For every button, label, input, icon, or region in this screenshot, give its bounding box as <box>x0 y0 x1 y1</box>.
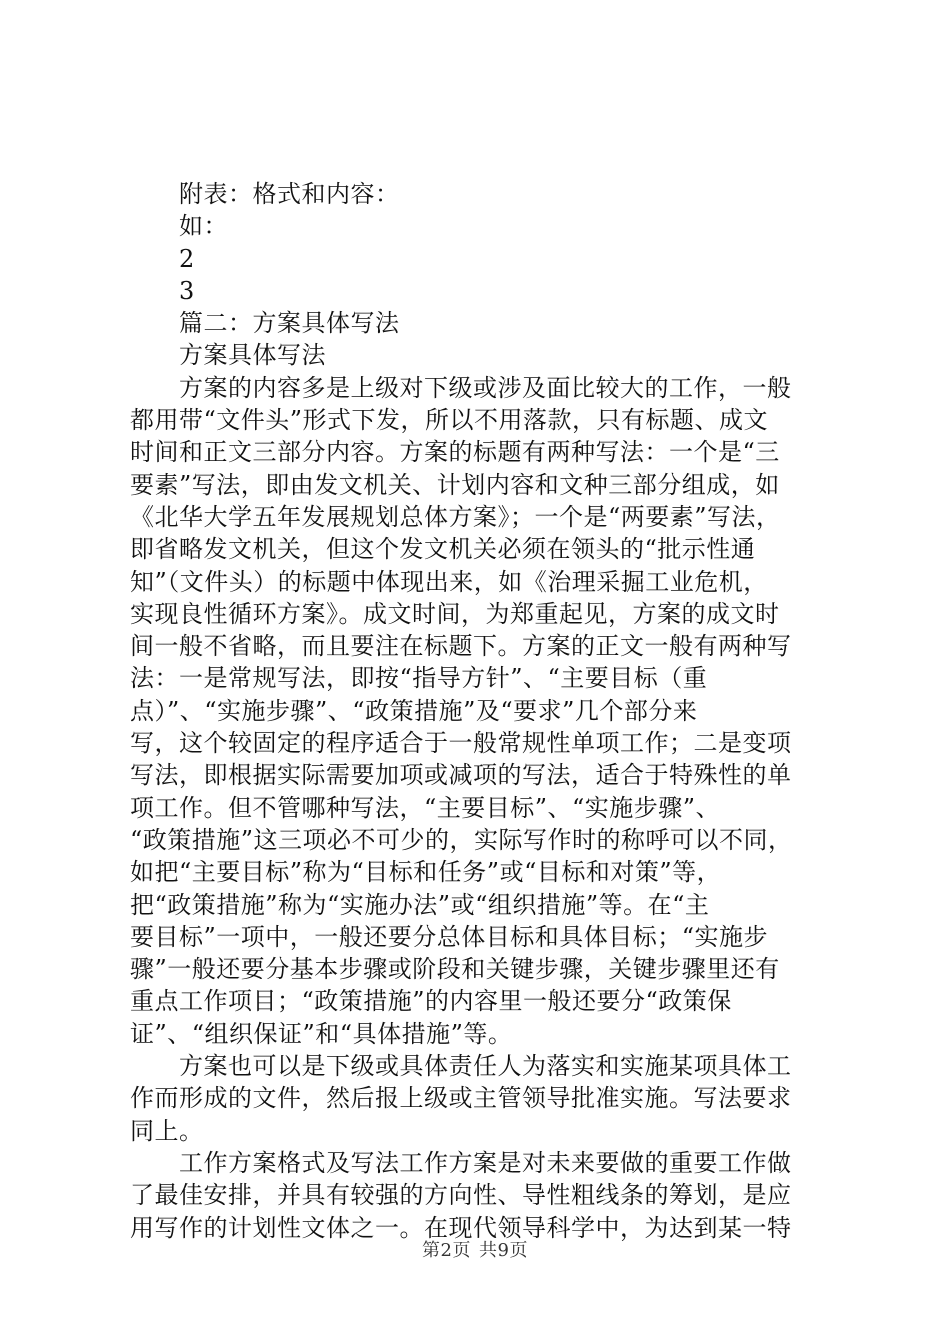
text-line: 法：一是常规写法，即按“指导方针”、“主要目标（重 <box>130 664 708 693</box>
text-line: 写，这个较固定的程序适合于一般常规性单项工作；二是变项 <box>130 729 792 758</box>
appendix-label: 附表：格式和内容： <box>179 180 400 208</box>
text-line: 写法，即根据实际需要加项或减项的写法，适合于特殊性的单 <box>130 761 792 790</box>
text-line: “政策措施”这三项必不可少的，实际写作时的称呼可以不同， <box>130 825 793 854</box>
page-footer <box>0 1236 950 1262</box>
example-label: 如： <box>179 212 228 241</box>
text-line: 证”、“组织保证”和“具体措施”等。 <box>130 1019 513 1048</box>
text-line: 工作方案格式及写法工作方案是对未来要做的重要工作做 <box>179 1148 792 1177</box>
section-heading: 篇二：方案具体写法 <box>179 309 400 338</box>
text-line: 如把“主要目标”称为“目标和任务”或“目标和对策”等， <box>130 858 722 887</box>
text-line: 作而形成的文件，然后报上级或主管领导批准实施。写法要求 <box>130 1084 792 1113</box>
page-total: 共9页 <box>479 1240 528 1261</box>
text-line: 知”（文件头）的标题中体现出来，如《治理采掘工业危机， <box>130 567 768 596</box>
list-number: 3 <box>179 276 195 305</box>
page-number: 第2页 <box>422 1240 471 1261</box>
text-line: 同上。 <box>130 1116 204 1145</box>
text-line: 方案的内容多是上级对下级或涉及面比较大的工作，一般 <box>179 373 792 402</box>
section-subheading: 方案具体写法 <box>179 341 326 370</box>
text-line: 《北华大学五年发展规划总体方案》；一个是“两要素”写法， <box>130 502 781 531</box>
text-line: 把“政策措施”称为“实施办法”或“组织措施”等。在“主 <box>130 890 710 919</box>
text-line: 要目标”一项中，一般还要分总体目标和具体目标；“实施步 <box>130 922 769 951</box>
text-line: 骤”一般还要分基本步骤或阶段和关键步骤，关键步骤里还有 <box>130 955 780 984</box>
text-line: 都用带“文件头”形式下发，所以不用落款，只有标题、成文 <box>130 406 769 435</box>
text-line: 方案也可以是下级或具体责任人为落实和实施某项具体工 <box>179 1052 792 1081</box>
text-line: 项工作。但不管哪种写法，“主要目标”、“实施步骤”、 <box>130 793 721 822</box>
text-line: 用写作的计划性文体之一。在现代领导科学中，为达到某一特 <box>130 1213 792 1242</box>
document-body <box>130 178 835 1244</box>
paragraph <box>130 1050 835 1147</box>
paragraph <box>130 372 835 1050</box>
text-line: 实现良性循环方案》。成文时间，为郑重起见，方案的成文时 <box>130 599 780 628</box>
paragraph <box>130 1147 835 1244</box>
text-line: 即省略发文机关，但这个发文机关必须在领头的“批示性通 <box>130 535 756 564</box>
text-line: 要素”写法，即由发文机关、计划内容和文种三部分组成，如 <box>130 470 780 499</box>
text-line: 重点工作项目；“政策措施”的内容里一般还要分“政策保 <box>130 987 732 1016</box>
list-number: 2 <box>179 244 195 273</box>
text-line: 间一般不省略，而且要注在标题下。方案的正文一般有两种写 <box>130 632 792 661</box>
text-line: 了最佳安排，并具有较强的方向性、导性粗线条的筹划，是应 <box>130 1181 792 1210</box>
text-line: 时间和正文三部分内容。方案的标题有两种写法：一个是“三 <box>130 438 780 467</box>
text-line: 点）”、“实施步骤”、“政策措施”及“要求”几个部分来 <box>130 696 698 725</box>
